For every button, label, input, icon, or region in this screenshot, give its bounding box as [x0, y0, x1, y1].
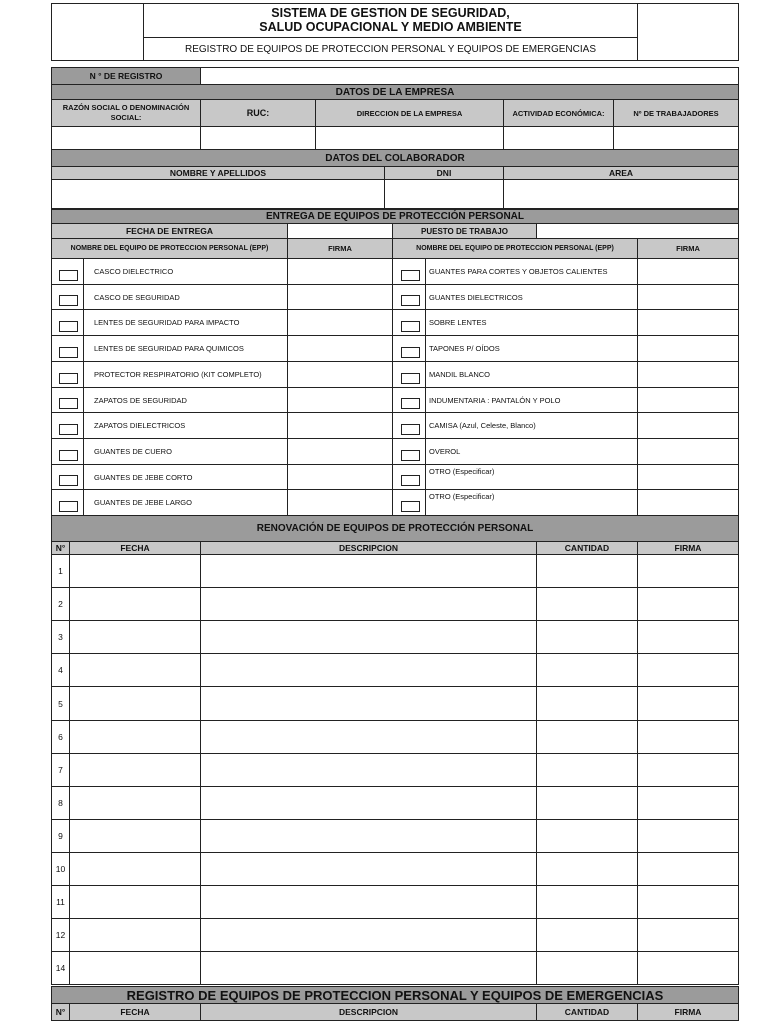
ren-row-desc[interactable]	[200, 951, 537, 985]
epp-checkbox[interactable]	[59, 347, 78, 358]
ren-row-firma[interactable]	[637, 753, 739, 787]
epp-checkbox[interactable]	[59, 450, 78, 461]
epp-right-firma[interactable]	[637, 412, 739, 439]
epp-left-check-cell	[51, 258, 84, 285]
epp-right-item: CAMISA (Azul, Celeste, Blanco)	[425, 412, 638, 439]
ren-row-desc[interactable]	[200, 720, 537, 754]
epp-right-firma[interactable]	[637, 258, 739, 285]
epp-left-check-cell	[51, 489, 84, 516]
epp-right-check-cell	[392, 284, 426, 310]
ren-row-desc[interactable]	[200, 819, 537, 853]
ren-row-firma[interactable]	[637, 885, 739, 919]
epp-right-firma[interactable]	[637, 309, 739, 336]
ren-row-cant[interactable]	[536, 918, 638, 952]
epp-left-item: LENTES DE SEGURIDAD PARA QUIMICOS	[83, 335, 288, 362]
ren-row-number: 3	[51, 620, 70, 654]
logo-box	[51, 3, 144, 61]
header-title-line2: SALUD OCUPACIONAL Y MEDIO AMBIENTE	[259, 20, 522, 34]
ren-row-number: 14	[51, 951, 70, 985]
ren-row-firma[interactable]	[637, 720, 739, 754]
ren-row-firma[interactable]	[637, 819, 739, 853]
epp-left-firma[interactable]	[287, 464, 393, 490]
ren-row-fecha[interactable]	[69, 587, 201, 621]
epp-left-item: LENTES DE SEGURIDAD PARA IMPACTO	[83, 309, 288, 336]
epp-right-firma[interactable]	[637, 284, 739, 310]
ren-row-firma[interactable]	[637, 852, 739, 886]
ren-row-number: 4	[51, 653, 70, 687]
ren-row-cant[interactable]	[536, 720, 638, 754]
epp-checkbox[interactable]	[59, 475, 78, 486]
epp-left-firma[interactable]	[287, 335, 393, 362]
ren-row-number: 12	[51, 918, 70, 952]
ren-row-fecha[interactable]	[69, 918, 201, 952]
ren-row-firma[interactable]	[637, 686, 739, 721]
col-firma-right: FIRMA	[637, 238, 739, 259]
ren-row-firma[interactable]	[637, 620, 739, 654]
epp-checkbox[interactable]	[401, 295, 420, 306]
epp-right-check-cell	[392, 438, 426, 465]
epp-right-firma[interactable]	[637, 361, 739, 388]
dni-header: DNI	[384, 166, 504, 180]
epp-right-firma[interactable]	[637, 464, 739, 490]
epp-checkbox[interactable]	[401, 501, 420, 512]
ren-col-firma: FIRMA	[637, 541, 739, 555]
epp-left-check-cell	[51, 361, 84, 388]
registro-label: N ° DE REGISTRO	[51, 67, 201, 85]
epp-left-firma[interactable]	[287, 412, 393, 439]
razon-social-line2: SOCIAL:	[110, 113, 142, 122]
epp-left-item: PROTECTOR RESPIRATORIO (KIT COMPLETO)	[83, 361, 288, 388]
ren-row-cant[interactable]	[536, 653, 638, 687]
epp-checkbox[interactable]	[59, 424, 78, 435]
epp-left-firma[interactable]	[287, 361, 393, 388]
epp-right-check-cell	[392, 412, 426, 439]
ren-row-fecha[interactable]	[69, 951, 201, 985]
epp-left-firma[interactable]	[287, 489, 393, 516]
ren-row-number: 10	[51, 852, 70, 886]
epp-checkbox[interactable]	[401, 347, 420, 358]
ren-row-cant[interactable]	[536, 753, 638, 787]
direccion-field[interactable]	[315, 126, 504, 150]
epp-left-item: CASCO DIELECTRICO	[83, 258, 288, 285]
epp-left-firma[interactable]	[287, 387, 393, 413]
dni-field[interactable]	[384, 179, 504, 209]
ren-col-n: N°	[51, 541, 70, 555]
ren-row-number: 2	[51, 587, 70, 621]
ren-row-number: 9	[51, 819, 70, 853]
ren-row-desc[interactable]	[200, 554, 537, 588]
epp-right-check-cell	[392, 258, 426, 285]
ren-row-desc[interactable]	[200, 885, 537, 919]
epp-right-item: OVEROL	[425, 438, 638, 465]
epp-right-item: GUANTES PARA CORTES Y OBJETOS CALIENTES	[425, 258, 638, 285]
registro-field[interactable]	[200, 67, 739, 85]
epp-checkbox[interactable]	[401, 450, 420, 461]
epp-right-item: OTRO (Especificar)	[425, 464, 638, 490]
ren-row-cant[interactable]	[536, 686, 638, 721]
epp-checkbox[interactable]	[59, 501, 78, 512]
epp-left-item: GUANTES DE JEBE LARGO	[83, 489, 288, 516]
epp-checkbox[interactable]	[401, 398, 420, 409]
epp-right-check-cell	[392, 387, 426, 413]
ren-row-number: 11	[51, 885, 70, 919]
ren-row-cant[interactable]	[536, 620, 638, 654]
entrega-title: ENTREGA DE EQUIPOS DE PROTECCIÓN PERSONAL	[51, 209, 739, 224]
epp-checkbox[interactable]	[59, 398, 78, 409]
epp-right-check-cell	[392, 464, 426, 490]
renovacion-title: RENOVACIÓN DE EQUIPOS DE PROTECCIÓN PERSONAL	[51, 515, 739, 542]
ren-row-firma[interactable]	[637, 587, 739, 621]
ren-row-cant[interactable]	[536, 587, 638, 621]
ren-row-fecha[interactable]	[69, 554, 201, 588]
area-field[interactable]	[503, 179, 739, 209]
ren-row-number: 6	[51, 720, 70, 754]
fecha-entrega-label: FECHA DE ENTREGA	[51, 223, 288, 239]
epp-left-item: GUANTES DE JEBE CORTO	[83, 464, 288, 490]
epp-left-item: ZAPATOS DE SEGURIDAD	[83, 387, 288, 413]
epp-checkbox[interactable]	[59, 321, 78, 332]
ren-row-desc[interactable]	[200, 852, 537, 886]
razon-social-header	[51, 99, 201, 127]
ren-row-number: 8	[51, 786, 70, 820]
header-title-line1: SISTEMA DE GESTION DE SEGURIDAD,	[271, 6, 510, 20]
epp-checkbox[interactable]	[59, 373, 78, 384]
ren-row-fecha[interactable]	[69, 852, 201, 886]
epp-checkbox[interactable]	[59, 270, 78, 281]
ren-row-cant[interactable]	[536, 819, 638, 853]
epp-right-firma[interactable]	[637, 438, 739, 465]
nombre-header: NOMBRE Y APELLIDOS	[51, 166, 385, 180]
ren-row-firma[interactable]	[637, 786, 739, 820]
ren-row-cant[interactable]	[536, 554, 638, 588]
epp-right-item: TAPONES P/ OÍDOS	[425, 335, 638, 362]
ren-row-fecha[interactable]	[69, 686, 201, 721]
code-box	[637, 3, 739, 61]
col-epp-left: NOMBRE DEL EQUIPO DE PROTECCION PERSONAL (EPP)	[51, 238, 288, 259]
epp-checkbox[interactable]	[401, 424, 420, 435]
ren-row-cant[interactable]	[536, 951, 638, 985]
epp-left-item: GUANTES DE CUERO	[83, 438, 288, 465]
col-epp-right: NOMBRE DEL EQUIPO DE PROTECCION PERSONAL (EPP)	[392, 238, 638, 259]
ren-row-fecha[interactable]	[69, 620, 201, 654]
ren-row-fecha[interactable]	[69, 753, 201, 787]
epp-left-check-cell	[51, 309, 84, 336]
actividad-header: ACTIVIDAD ECONÓMICA:	[503, 99, 614, 127]
foot-col-cant: CANTIDAD	[536, 1003, 638, 1021]
ren-row-desc[interactable]	[200, 753, 537, 787]
footer-title: REGISTRO DE EQUIPOS DE PROTECCION PERSONAL Y EQUIPOS DE EMERGENCIAS	[51, 986, 739, 1004]
epp-checkbox[interactable]	[59, 295, 78, 306]
fecha-entrega-field[interactable]	[287, 223, 393, 239]
epp-left-firma[interactable]	[287, 284, 393, 310]
empresa-title: DATOS DE LA EMPRESA	[51, 84, 739, 100]
epp-right-check-cell	[392, 335, 426, 362]
epp-left-check-cell	[51, 464, 84, 490]
ren-row-desc[interactable]	[200, 918, 537, 952]
ren-row-firma[interactable]	[637, 653, 739, 687]
epp-right-item: GUANTES DIELECTRICOS	[425, 284, 638, 310]
epp-right-firma[interactable]	[637, 489, 739, 516]
epp-left-firma[interactable]	[287, 258, 393, 285]
epp-left-firma[interactable]	[287, 309, 393, 336]
epp-right-check-cell	[392, 489, 426, 516]
header-title-box	[143, 3, 638, 38]
epp-checkbox[interactable]	[401, 475, 420, 486]
ren-col-fecha: FECHA	[69, 541, 201, 555]
epp-right-check-cell	[392, 361, 426, 388]
ren-row-desc[interactable]	[200, 653, 537, 687]
epp-left-item: CASCO DE SEGURIDAD	[83, 284, 288, 310]
puesto-field[interactable]	[536, 223, 739, 239]
direccion-header: DIRECCION DE LA EMPRESA	[315, 99, 504, 127]
epp-right-firma[interactable]	[637, 335, 739, 362]
ren-row-number: 1	[51, 554, 70, 588]
epp-right-firma[interactable]	[637, 387, 739, 413]
ren-row-cant[interactable]	[536, 852, 638, 886]
ren-row-desc[interactable]	[200, 620, 537, 654]
colaborador-title: DATOS DEL COLABORADOR	[51, 149, 739, 167]
actividad-field[interactable]	[503, 126, 614, 150]
razon-social-field[interactable]	[51, 126, 201, 150]
ren-col-cant: CANTIDAD	[536, 541, 638, 555]
ren-row-fecha[interactable]	[69, 819, 201, 853]
ren-row-fecha[interactable]	[69, 786, 201, 820]
trabajadores-field[interactable]	[613, 126, 739, 150]
epp-checkbox[interactable]	[401, 270, 420, 281]
ren-row-desc[interactable]	[200, 686, 537, 721]
ren-row-number: 5	[51, 686, 70, 721]
ren-row-fecha[interactable]	[69, 720, 201, 754]
epp-left-check-cell	[51, 387, 84, 413]
nombre-field[interactable]	[51, 179, 385, 209]
ren-row-cant[interactable]	[536, 885, 638, 919]
epp-checkbox[interactable]	[401, 373, 420, 384]
epp-right-check-cell	[392, 309, 426, 336]
trabajadores-header: Nº DE TRABAJADORES	[613, 99, 739, 127]
ren-row-desc[interactable]	[200, 587, 537, 621]
ren-row-cant[interactable]	[536, 786, 638, 820]
foot-col-n: N°	[51, 1003, 70, 1021]
epp-right-item: INDUMENTARIA : PANTALÓN Y POLO	[425, 387, 638, 413]
puesto-label: PUESTO DE TRABAJO	[392, 223, 537, 239]
ruc-header: RUC:	[200, 99, 316, 127]
ren-row-fecha[interactable]	[69, 653, 201, 687]
epp-left-check-cell	[51, 284, 84, 310]
epp-left-check-cell	[51, 412, 84, 439]
header-subtitle: REGISTRO DE EQUIPOS DE PROTECCION PERSONAL Y EQUIPOS DE EMERGENCIAS	[143, 37, 638, 61]
epp-checkbox[interactable]	[401, 321, 420, 332]
ren-row-number: 7	[51, 753, 70, 787]
razon-social-line1: RAZÓN SOCIAL O DENOMINACIÓN	[62, 103, 190, 112]
ren-row-firma[interactable]	[637, 951, 739, 985]
ren-row-firma[interactable]	[637, 918, 739, 952]
ren-row-fecha[interactable]	[69, 885, 201, 919]
epp-left-firma[interactable]	[287, 438, 393, 465]
ren-row-desc[interactable]	[200, 786, 537, 820]
epp-right-item: MANDIL BLANCO	[425, 361, 638, 388]
epp-left-check-cell	[51, 438, 84, 465]
foot-col-firma: FIRMA	[637, 1003, 739, 1021]
ruc-field[interactable]	[200, 126, 316, 150]
foot-col-desc: DESCRIPCION	[200, 1003, 537, 1021]
epp-left-item: ZAPATOS DIELECTRICOS	[83, 412, 288, 439]
ren-row-firma[interactable]	[637, 554, 739, 588]
col-firma-left: FIRMA	[287, 238, 393, 259]
epp-right-item: OTRO (Especificar)	[425, 489, 638, 516]
foot-col-fecha: FECHA	[69, 1003, 201, 1021]
epp-right-item: SOBRE LENTES	[425, 309, 638, 336]
epp-left-check-cell	[51, 335, 84, 362]
area-header: AREA	[503, 166, 739, 180]
ren-col-desc: DESCRIPCION	[200, 541, 537, 555]
